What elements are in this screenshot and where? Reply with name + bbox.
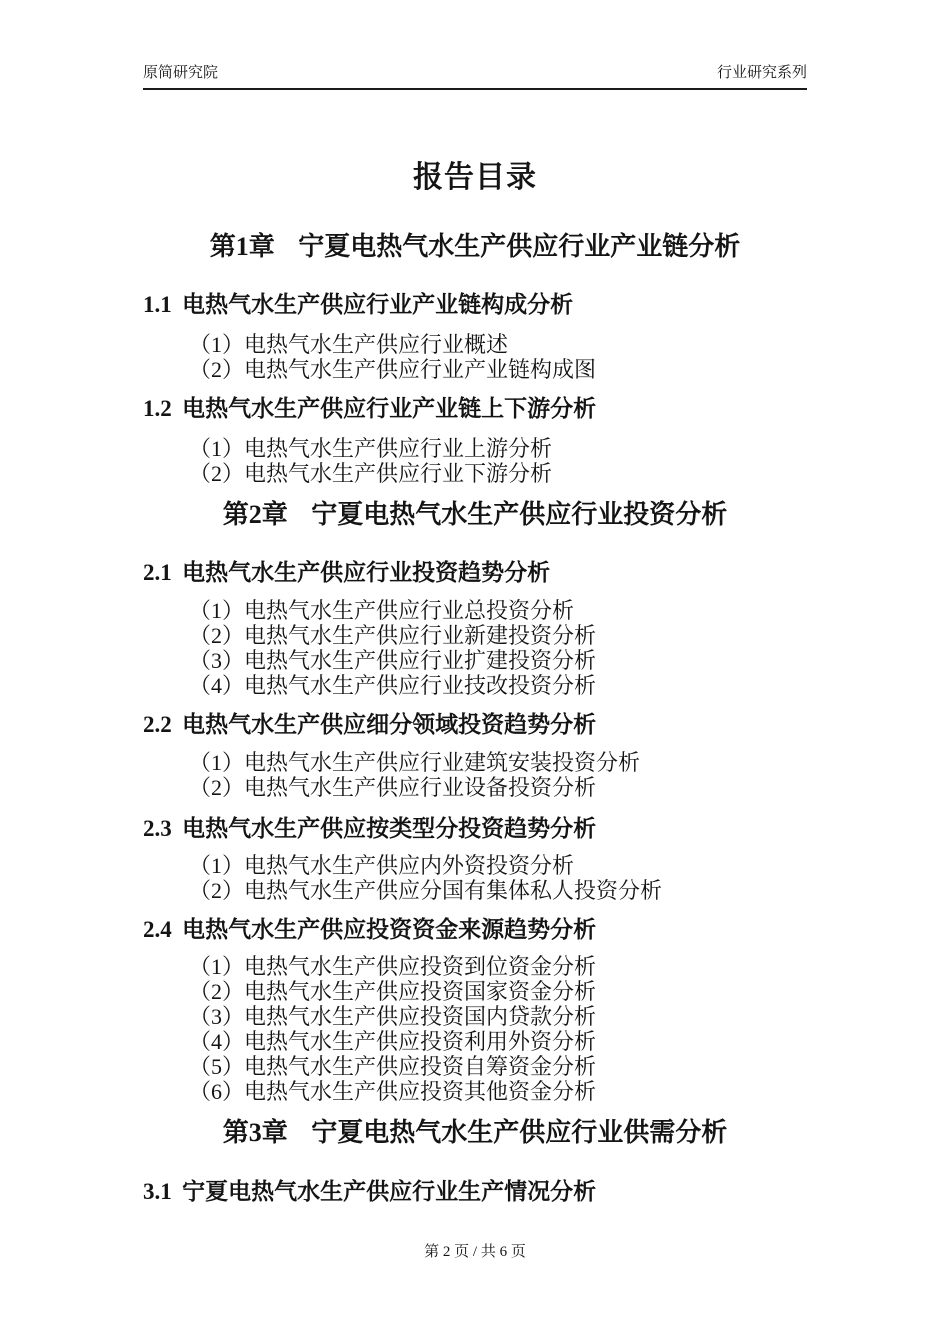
page-header xyxy=(143,0,807,90)
section-number: 2.4 xyxy=(143,917,172,942)
section-2-2-items xyxy=(143,750,807,800)
toc-item: （2）电热气水生产供应行业设备投资分析 xyxy=(189,775,597,800)
section-number: 3.1 xyxy=(143,1179,172,1204)
chapter-2-heading xyxy=(143,498,807,532)
chapter-title-text: 宁夏电热气水生产供应行业供需分析 xyxy=(311,1118,728,1147)
toc-item: （1）电热气水生产供应行业总投资分析 xyxy=(189,598,575,623)
section-1-2-heading xyxy=(143,394,807,424)
chapter-number: 第2章 xyxy=(222,500,288,529)
section-number: 1.1 xyxy=(143,292,172,317)
section-number: 2.2 xyxy=(143,712,172,737)
section-2-1-items xyxy=(143,598,807,698)
section-title-text: 宁夏电热气水生产供应行业生产情况分析 xyxy=(182,1179,597,1204)
toc-item: （4）电热气水生产供应行业技改投资分析 xyxy=(189,673,597,698)
section-1-2-items xyxy=(143,436,807,486)
section-number: 2.3 xyxy=(143,816,172,841)
chapter-number: 第1章 xyxy=(209,232,275,261)
header-right-text: 行业研究系列 xyxy=(716,65,807,81)
toc-item: （4）电热气水生产供应投资利用外资分析 xyxy=(189,1029,597,1054)
toc-item: （1）电热气水生产供应行业建筑安装投资分析 xyxy=(189,750,641,775)
toc-item: （1）电热气水生产供应内外资投资分析 xyxy=(189,853,575,878)
section-title-text: 电热气水生产供应按类型分投资趋势分析 xyxy=(182,816,597,841)
toc-item: （1）电热气水生产供应行业上游分析 xyxy=(189,436,553,461)
toc-item: （3）电热气水生产供应投资国内贷款分析 xyxy=(189,1004,597,1029)
toc-item: （2）电热气水生产供应行业新建投资分析 xyxy=(189,623,597,648)
toc-item: （6）电热气水生产供应投资其他资金分析 xyxy=(189,1079,597,1104)
section-title-text: 电热气水生产供应行业产业链构成分析 xyxy=(182,292,574,317)
toc-item: （5）电热气水生产供应投资自筹资金分析 xyxy=(189,1054,597,1079)
section-2-3-heading xyxy=(143,814,807,844)
section-title-text: 电热气水生产供应投资资金来源趋势分析 xyxy=(182,917,597,942)
chapter-number: 第3章 xyxy=(222,1118,288,1147)
toc-item: （1）电热气水生产供应行业概述 xyxy=(189,332,509,357)
section-3-1-heading xyxy=(143,1177,807,1207)
section-1-1-items xyxy=(143,332,807,382)
toc-item: （2）电热气水生产供应分国有集体私人投资分析 xyxy=(189,878,663,903)
section-2-1-heading xyxy=(143,558,807,588)
page-footer: 第 2 页 / 共 6 页 xyxy=(424,1244,526,1260)
section-2-4-items xyxy=(143,954,807,1104)
chapter-3-heading xyxy=(143,1116,807,1150)
section-number: 1.2 xyxy=(143,396,172,421)
header-left-text: 原简研究院 xyxy=(143,65,219,81)
chapter-1-heading xyxy=(143,230,807,264)
section-title-text: 电热气水生产供应行业产业链上下游分析 xyxy=(182,396,597,421)
chapter-title-text: 宁夏电热气水生产供应行业产业链分析 xyxy=(298,232,741,261)
chapter-title-text: 宁夏电热气水生产供应行业投资分析 xyxy=(311,500,728,529)
toc-item: （2）电热气水生产供应行业产业链构成图 xyxy=(189,357,597,382)
section-title-text: 电热气水生产供应细分领域投资趋势分析 xyxy=(182,712,597,737)
toc-item: （3）电热气水生产供应行业扩建投资分析 xyxy=(189,648,597,673)
page-title: 报告目录 xyxy=(413,161,537,194)
toc-item: （1）电热气水生产供应投资到位资金分析 xyxy=(189,954,597,979)
section-2-2-heading xyxy=(143,710,807,740)
section-title-text: 电热气水生产供应行业投资趋势分析 xyxy=(182,560,551,585)
section-2-4-heading xyxy=(143,915,807,945)
section-1-1-heading xyxy=(143,290,807,320)
section-2-3-items xyxy=(143,853,807,903)
section-number: 2.1 xyxy=(143,560,172,585)
toc-item: （2）电热气水生产供应投资国家资金分析 xyxy=(189,979,597,1004)
toc-item: （2）电热气水生产供应行业下游分析 xyxy=(189,461,553,486)
